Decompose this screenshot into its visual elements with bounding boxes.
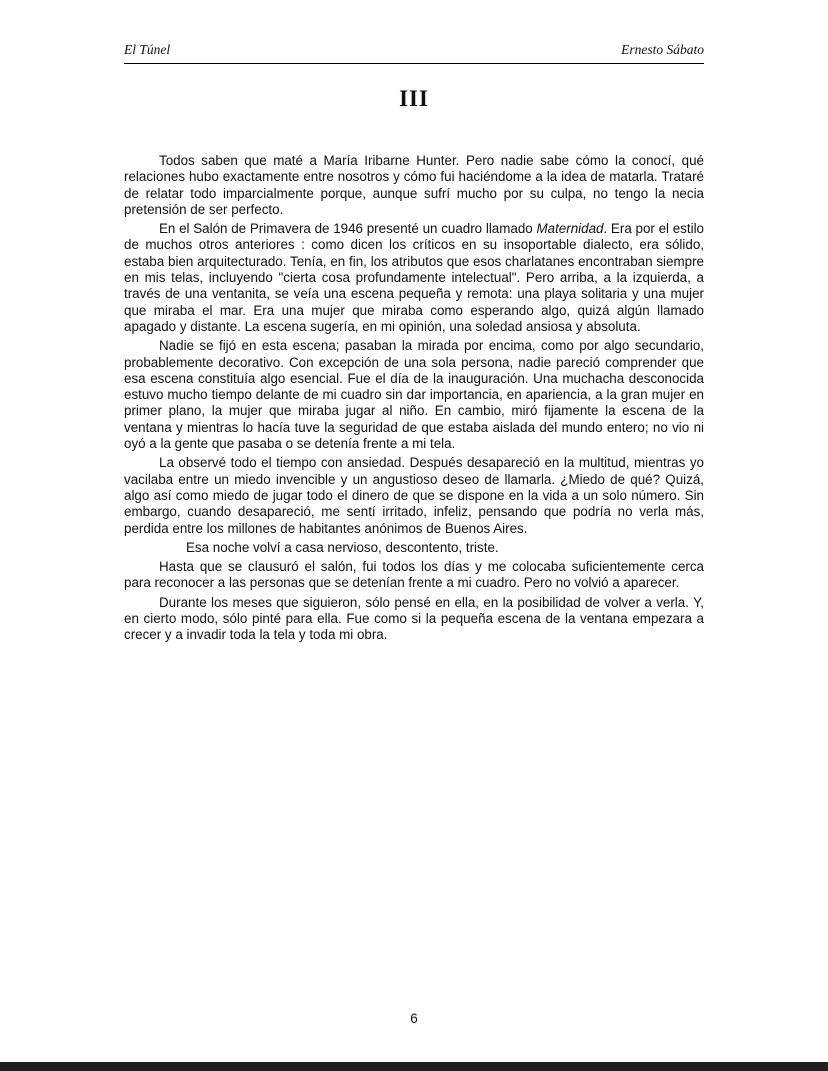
- text-segment: La observé todo el tiempo con ansiedad. Después desapareció en la multitud, mientras yo vacilaba entre un miedo invencible y un angustioso deseo de llamarla. ¿Miedo de qué? Quizá, algo así como miedo de jugar todo el dinero de que se dispone en la vida a un solo número. Sin embargo, cuando desapareció, me sentí irritado, infeliz, pensando que podría no verla más, perdida entre los millones de habitantes anónimos de Buenos Aires.: [124, 455, 704, 536]
- body-text: [124, 153, 704, 647]
- paragraph: [124, 540, 704, 556]
- paragraph: [124, 338, 704, 452]
- header-book-title: El Túnel: [124, 42, 171, 57]
- text-segment: Nadie se fijó en esta escena; pasaban la mirada por encima, como por algo secundario, probablemente decorativo. Con excepción de una sola persona, nadie pareció comprender que esa escena constituía algo esencial. Fue el día de la inauguración. Una muchacha desconocida estuvo mucho tiempo delante de mi cuadro sin dar importancia, en apariencia, a la gran mujer en primer plano, la mujer que miraba jugar al niño. En cambio, miró fijamente la escena de la ventana y mientras lo hacía tuve la seguridad de que estaba aislada del mundo entero; no vio ni oyó a la gente que pasaba o se detenía frente a mi tela.: [124, 338, 704, 452]
- paragraph: [124, 559, 704, 592]
- header-author: Ernesto Sábato: [621, 42, 704, 57]
- chapter-heading: III: [399, 86, 429, 111]
- text-segment: En el Salón de Primavera de 1946 presenté un cuadro llamado: [159, 221, 537, 237]
- paragraph: [124, 455, 704, 536]
- text-segment: Todos saben que maté a María Iribarne Hunter. Pero nadie sabe cómo la conocí, qué relaciones hubo exactamente entre nosotros y cómo fui haciéndome a la idea de matarla. Trataré de relatar todo imparcialmente porque, aunque sufrí mucho por su culpa, no tengo la necia pretensión de ser perfecto.: [124, 153, 704, 217]
- paragraph: [124, 221, 704, 335]
- text-segment: . Era por el estilo de muchos otros anteriores : como dicen los críticos en su insoportable dialecto, era sólido, estaba bien arquitecturado. Tenía, en fin, los atributos que esos charlatanes encontraban siempre en mis telas, incluyendo "cierta cosa profundamente intelectual". Pero arriba, a la izquierda, a través de una ventanita, se veía una escena pequeña y remota: una playa solitaria y una mujer que miraba el mar. Era una mujer que miraba como esperando algo, quizá algún llamado apagado y distante. La escena sugería, en mi opinión, una soledad ansiosa y absoluta.: [124, 221, 704, 334]
- text-segment: Esa noche volví a casa nervioso, descontento, triste.: [186, 539, 499, 555]
- paragraph: [124, 153, 704, 218]
- page-footer: [0, 1011, 828, 1026]
- paragraph: [124, 595, 704, 644]
- text-segment: Durante los meses que siguieron, sólo pensé en ella, en la posibilidad de volver a verla. Y, en cierto modo, sólo pinté para ella. Fue como si la pequeña escena de la ventana empezara a crecer y a invadir toda la tela y toda mi obra.: [124, 594, 704, 643]
- italic-text: Maternidad: [536, 221, 604, 237]
- page-number: 6: [410, 1011, 418, 1026]
- page-header: [124, 42, 704, 64]
- text-segment: Hasta que se clausuró el salón, fui todos los días y me colocaba suficientemente cerca para reconocer a las personas que se detenían frente a mi cuadro. Pero no volvió a aparecer.: [124, 559, 704, 591]
- viewer-bottom-edge: [0, 1062, 828, 1071]
